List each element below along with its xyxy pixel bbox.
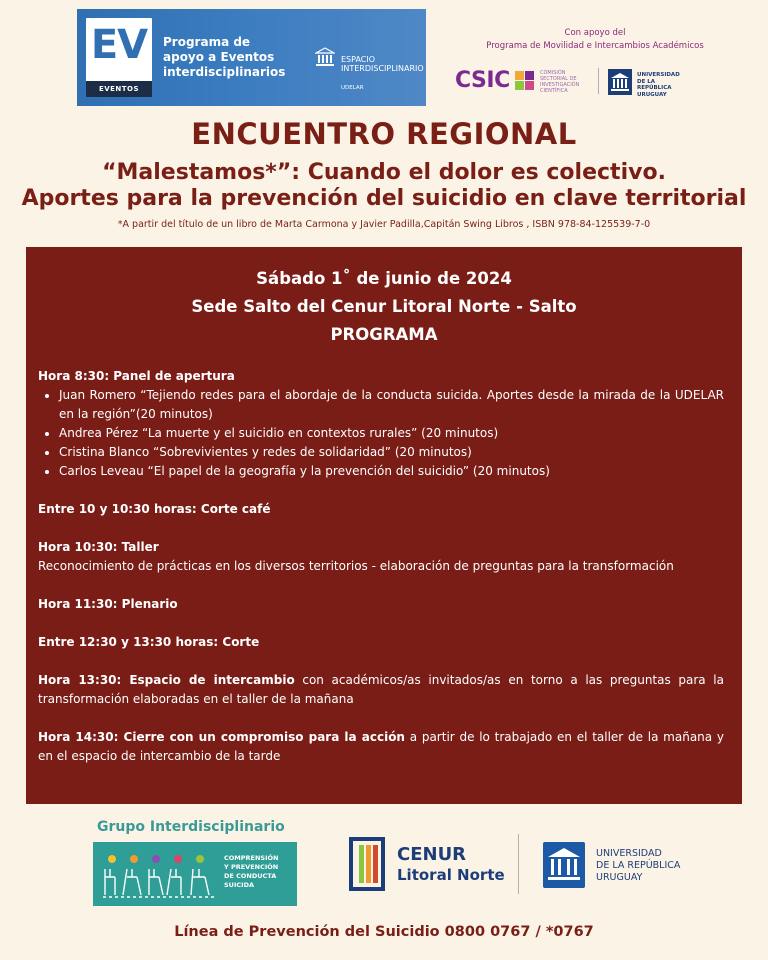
opening-title: Hora 8:30: Panel de apertura: [38, 369, 235, 383]
cenur-name: CENUR: [397, 844, 467, 865]
group-logo-text: COMPRENSIÓN Y PREVENCIÓN DE CONDUCTA SUICIDA: [224, 854, 279, 889]
csic-sub: COMISIÓN SECTORIAL DE INVESTIGACIÓN CIENTÍFICA: [540, 70, 580, 94]
subtitle-line-2: Aportes para la prevención del suicidio en clave territorial: [21, 186, 747, 211]
event-date: Sábado 1˚ de junio de 2024: [256, 269, 512, 288]
speaker-item: • Juan Romero “Tejiendo redes para el abordaje de la conducta suicida. Aportes desde la mirada de la UDELAR en la región”(20 minutos): [59, 386, 724, 424]
coffee-break: [38, 500, 724, 519]
ev-tag: EVENTOS: [86, 81, 152, 97]
ev-program-logo: [77, 9, 426, 106]
exchange-text: con académicos/as invitados/as en torno a las preguntas para la transformación elaboradas en el taller de la mañana: [38, 673, 724, 706]
closing-session: [38, 728, 724, 766]
csic-word: CSIC: [455, 68, 510, 93]
people-figures-icon: [101, 865, 219, 901]
plenary-text: Hora 11:30: Plenario: [38, 597, 178, 611]
exchange-title: Hora 13:30: Espacio de intercambio: [38, 673, 295, 687]
espacio-interdisciplinario-logo: [315, 45, 425, 91]
group-logo: [93, 842, 297, 906]
event-venue: Sede Salto del Cenur Litoral Norte - Salto: [191, 297, 577, 316]
udelar-emblem-icon: [608, 69, 632, 95]
speaker-item: • Carlos Leveau “El papel de la geografía y la prevención del suicidio” (20 minutos): [59, 462, 724, 481]
cenur-mark-icon: [349, 837, 389, 891]
header-divider: [598, 68, 599, 94]
udelar-emblem-icon: [543, 842, 585, 888]
udelar-footer-logo: [543, 842, 703, 890]
csic-squares-icon: [515, 71, 535, 91]
suicide-prevention-hotline: Línea de Prevención del Suicidio 0800 0767 / *0767: [174, 924, 594, 940]
espacio-text: ESPACIO INTERDISCIPLINARIO: [341, 55, 424, 73]
udelar-header-text: UNIVERSIDAD DE LA REPÚBLICA URUGUAY: [637, 72, 680, 98]
footer-divider: [518, 834, 519, 894]
workshop: [38, 538, 724, 576]
udelar-header-logo: [608, 68, 688, 96]
workshop-title: Hora 10:30: Taller: [38, 540, 159, 554]
program-heading: PROGRAMA: [330, 325, 438, 344]
building-icon: [315, 47, 335, 67]
workshop-text: Reconocimiento de prácticas en los diversos territorios - elaboración de preguntas para la transformación: [38, 559, 674, 573]
udelar-footer-text: UNIVERSIDAD DE LA REPÚBLICA URUGUAY: [596, 848, 681, 883]
program-body: [38, 367, 724, 785]
speaker-list: [38, 386, 724, 481]
support-line-1: Con apoyo del: [564, 28, 626, 38]
ev-program-text: Programa de apoyo a Eventos interdisciplinarios: [163, 35, 286, 79]
title-footnote: *A partir del título de un libro de Marta Carmona y Javier Padilla,Capitán Swing Libros , ISBN 978-84-125539-7-0: [117, 219, 651, 230]
page-title: ENCUENTRO REGIONAL: [191, 117, 577, 151]
speaker-item: • Cristina Blanco “Sobrevivientes y redes de solidaridad” (20 minutos): [59, 443, 724, 462]
closing-text: a partir de lo trabajado en el taller de la mañana y en el espacio de intercambio de la tarde: [38, 730, 724, 763]
closing-title: Hora 14:30: Cierre con un compromiso para la acción: [38, 730, 405, 744]
exchange-session: [38, 671, 724, 709]
cenur-region: Litoral Norte: [397, 866, 505, 884]
program-panel: [26, 247, 742, 804]
coffee-break-text: Entre 10 y 10:30 horas: Corte café: [38, 502, 271, 516]
plenary: [38, 595, 724, 614]
lunch-break: [38, 633, 724, 652]
csic-logo: [455, 66, 600, 96]
opening-panel: [38, 367, 724, 481]
support-text: [450, 27, 740, 53]
colored-dots-icon: [107, 854, 217, 864]
ev-badge: [86, 18, 152, 97]
support-line-2: Programa de Movilidad e Intercambios Académicos: [486, 41, 704, 51]
ev-letters: EV: [90, 22, 148, 68]
event-subtitle: [0, 160, 768, 212]
cenur-logo: [349, 834, 509, 894]
espacio-sub: UDELAR: [341, 85, 364, 91]
group-title: Grupo Interdisciplinario: [97, 819, 285, 835]
speaker-item: • Andrea Pérez “La muerte y el suicidio en contextos rurales” (20 minutos): [59, 424, 724, 443]
subtitle-line-1: “Malestamos*”: Cuando el dolor es colectivo.: [102, 160, 666, 185]
lunch-break-text: Entre 12:30 y 13:30 horas: Corte: [38, 635, 260, 649]
